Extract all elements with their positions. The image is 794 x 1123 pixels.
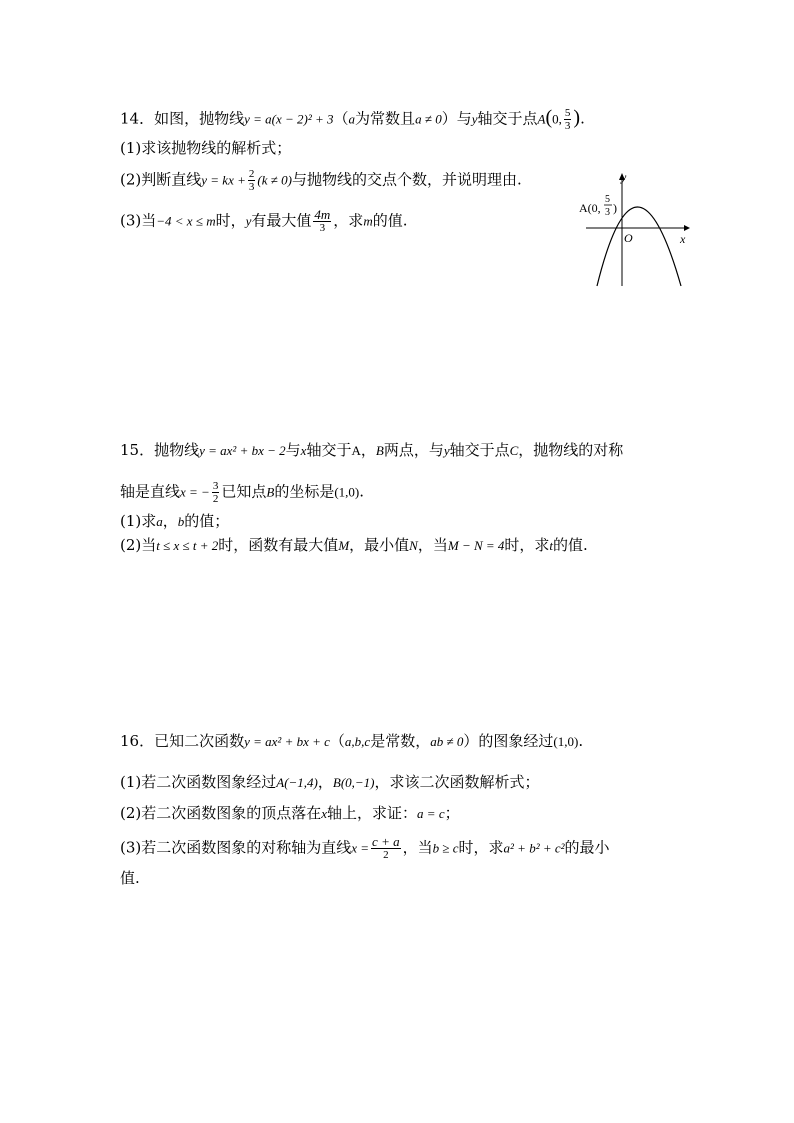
q16-consts: a,b,c (344, 734, 371, 749)
q14-y: y (471, 111, 478, 127)
q14-p2-num: 2 (248, 168, 255, 180)
q15-line2-end: . (359, 482, 365, 501)
q14-p3-suffix: ，求 (333, 211, 364, 230)
q16-p1-suffix: ，求该二次函数解析式； (374, 773, 540, 791)
q16-equation: y = ax² + bx + c (244, 734, 330, 749)
q16-number: 16． (120, 732, 155, 750)
q15-pts-text: 两点，与 (383, 441, 444, 459)
q14-cond-expr: a ≠ 0 (415, 111, 442, 127)
q14-p3-range: −4 < x ≤ m (156, 213, 216, 229)
q14-paren-close: ） (441, 109, 457, 128)
q16-p1-sep: ， (317, 773, 333, 791)
q14-p3-m: m (363, 213, 373, 229)
q15-line2-b: B (266, 484, 275, 500)
q15-p2-mid2: ，最小值 (349, 536, 410, 554)
q15-line2-mid2: 的坐标是 (274, 482, 335, 501)
q14-a: a (348, 111, 356, 127)
q16-p2-mid: 轴上，求证： (327, 804, 418, 822)
q14-frac-num: 5 (564, 107, 571, 119)
q15-c: C (509, 443, 519, 458)
q16-p1-a: A(−1,4) (276, 775, 318, 790)
q16-const-text: 是常数， (370, 732, 431, 750)
q16-pass-text: 的图象经过 (478, 732, 554, 750)
q16-end: . (578, 732, 584, 750)
q15-with-text: 与 (285, 441, 301, 459)
q14-big-paren-close: ) (573, 106, 581, 129)
q14-p2-cond: (k ≠ 0) (257, 172, 292, 188)
parabola-curve (597, 207, 681, 286)
q16-p3-mid2: 时，求 (458, 838, 504, 857)
q15-y: y (443, 443, 450, 458)
q14-part2 (120, 168, 522, 193)
q14-with-text: 与 (456, 109, 472, 128)
q15-p2-eq: M − N = 4 (447, 538, 505, 553)
point-a-label: A(0, (579, 201, 601, 215)
q15-p2-m: M (338, 538, 350, 553)
parabola-graph (578, 168, 696, 288)
q16-p2-prefix: (2)若二次函数图象的顶点落在 (120, 804, 322, 822)
q16-p2-eq: a = c (417, 806, 445, 821)
q14-p2-suffix: 与抛物线的交点个数，并说明理由. (291, 170, 522, 189)
q14-p2-fraction (248, 168, 256, 193)
q14-p3-fraction (313, 209, 331, 234)
x-axis-arrow (684, 225, 690, 231)
q16-coord: (1,0) (553, 734, 579, 749)
q14-p2-eq: y = kx + (201, 172, 246, 188)
q14-stem (120, 107, 585, 132)
q14-paren-open: （ (333, 109, 349, 128)
q14-part1 (120, 138, 291, 158)
q15-line2-fraction (212, 480, 220, 505)
q15-axis2-text: 轴交于点 (449, 441, 510, 459)
q15-line2-den: 2 (212, 493, 219, 505)
q14-p2-prefix: (2)判断直线 (120, 170, 202, 189)
q14-p3-num: 4m (314, 207, 331, 222)
q16-part2 (120, 803, 460, 824)
q16-paren-close: ） (463, 732, 479, 750)
q14-p3-when: 时， (215, 211, 246, 230)
q16-part3-cont (120, 868, 140, 888)
q16-p3-cond: b ≥ c (432, 840, 459, 856)
q16-paren-open: （ (329, 732, 345, 750)
q16-p2-end: ； (444, 804, 460, 822)
q15-comma: ， (360, 441, 376, 459)
q15-p2-range: t ≤ x ≤ t + 2 (156, 538, 219, 553)
q14-p1-text: (1)求该抛物线的解析式； (120, 139, 292, 157)
q15-p2-prefix: (2)当 (120, 536, 157, 554)
q14-intro: 如图，抛物线 (154, 109, 245, 128)
origin-label: O (624, 231, 633, 245)
q15-p1-end: 的值； (184, 512, 230, 530)
x-axis-label: x (680, 232, 686, 246)
q15-p2-t: t (549, 538, 554, 553)
q15-p1-b: b (177, 514, 185, 529)
q15-p2-n: N (409, 538, 418, 553)
q15-b: B (375, 443, 384, 458)
point-a-num: 5 (605, 194, 610, 205)
point-a-close: ) (613, 201, 617, 215)
q14-p3-mid: 有最大值 (251, 211, 312, 230)
q14-frac-den: 3 (564, 120, 571, 132)
q14-p3-end: 的值. (372, 211, 408, 230)
q15-p1-prefix: (1)求 (120, 512, 157, 530)
q16-p3-expr: a² + b² + c² (503, 840, 565, 856)
q15-p2-end: 的值. (553, 536, 588, 554)
q15-axis-text: 轴交于 (306, 441, 352, 459)
q15-part2 (120, 535, 588, 556)
q15-line2 (120, 480, 364, 505)
q14-p3-prefix: (3)当 (120, 211, 157, 230)
q16-p3-fraction (371, 836, 401, 861)
q16-stem (120, 731, 583, 752)
q15-stem (120, 440, 623, 461)
q15-tail: ，抛物线的对称 (518, 441, 624, 459)
q16-cond: ab ≠ 0 (430, 734, 464, 749)
q16-part3 (120, 836, 610, 861)
q15-part1 (120, 511, 229, 532)
q16-p3-num: c + a (372, 834, 400, 849)
q15-p2-mid3: ，当 (417, 536, 448, 554)
q14-point-a: A (537, 111, 546, 127)
q14-point-prefix: 0, (552, 111, 562, 127)
q15-line2-mid: 已知点 (221, 482, 267, 501)
q14-number: 14． (120, 109, 155, 128)
q15-line2-num: 3 (212, 480, 219, 492)
q14-cond-text: 为常数且 (355, 109, 416, 128)
q14-equation: y = a(x − 2)² + 3 (244, 111, 334, 127)
q14-p2-den: 3 (248, 181, 255, 193)
q16-p2-x: x (321, 806, 328, 821)
q16-part1 (120, 772, 540, 793)
q15-number: 15． (120, 441, 155, 459)
q15-line2-prefix: 轴是直线 (120, 482, 181, 501)
q16-p3-cont: 值. (120, 869, 140, 887)
q16-p3-den: 2 (383, 849, 389, 861)
q14-big-paren-open: ( (545, 106, 553, 129)
q16-p3-prefix: (3)若二次函数图象的对称轴为直线 (120, 838, 352, 857)
q16-p3-mid: ，当 (402, 838, 433, 857)
q15-p1-sep: ， (162, 512, 178, 530)
y-axis-label: y (621, 170, 627, 184)
q15-p1-a: a (156, 514, 163, 529)
q15-x: x (300, 443, 307, 458)
q15-intro: 抛物线 (154, 441, 200, 459)
q15-p2-mid4: 时，求 (504, 536, 550, 554)
q16-p3-suffix: 的最小 (564, 838, 610, 857)
q15-line2-eq: x = − (180, 484, 210, 500)
q14-end: . (580, 109, 585, 128)
q15-line2-coord: (1,0) (334, 484, 360, 500)
q15-equation: y = ax² + bx − 2 (199, 443, 286, 458)
q14-p3-den: 3 (319, 222, 326, 234)
q14-part3 (120, 209, 407, 234)
q16-p1-prefix: (1)若二次函数图象经过 (120, 773, 277, 791)
q14-fraction (564, 107, 572, 132)
q14-p3-y: y (245, 213, 252, 229)
q15-a: A (351, 443, 361, 458)
point-a-den: 3 (605, 207, 610, 218)
q14-axis-text: 轴交于点 (477, 109, 538, 128)
q16-p1-b: B(0,−1) (332, 775, 375, 790)
q15-p2-mid: 时，函数有最大值 (218, 536, 339, 554)
q16-intro: 已知二次函数 (154, 732, 245, 750)
q16-p3-eq: x = (351, 840, 370, 856)
